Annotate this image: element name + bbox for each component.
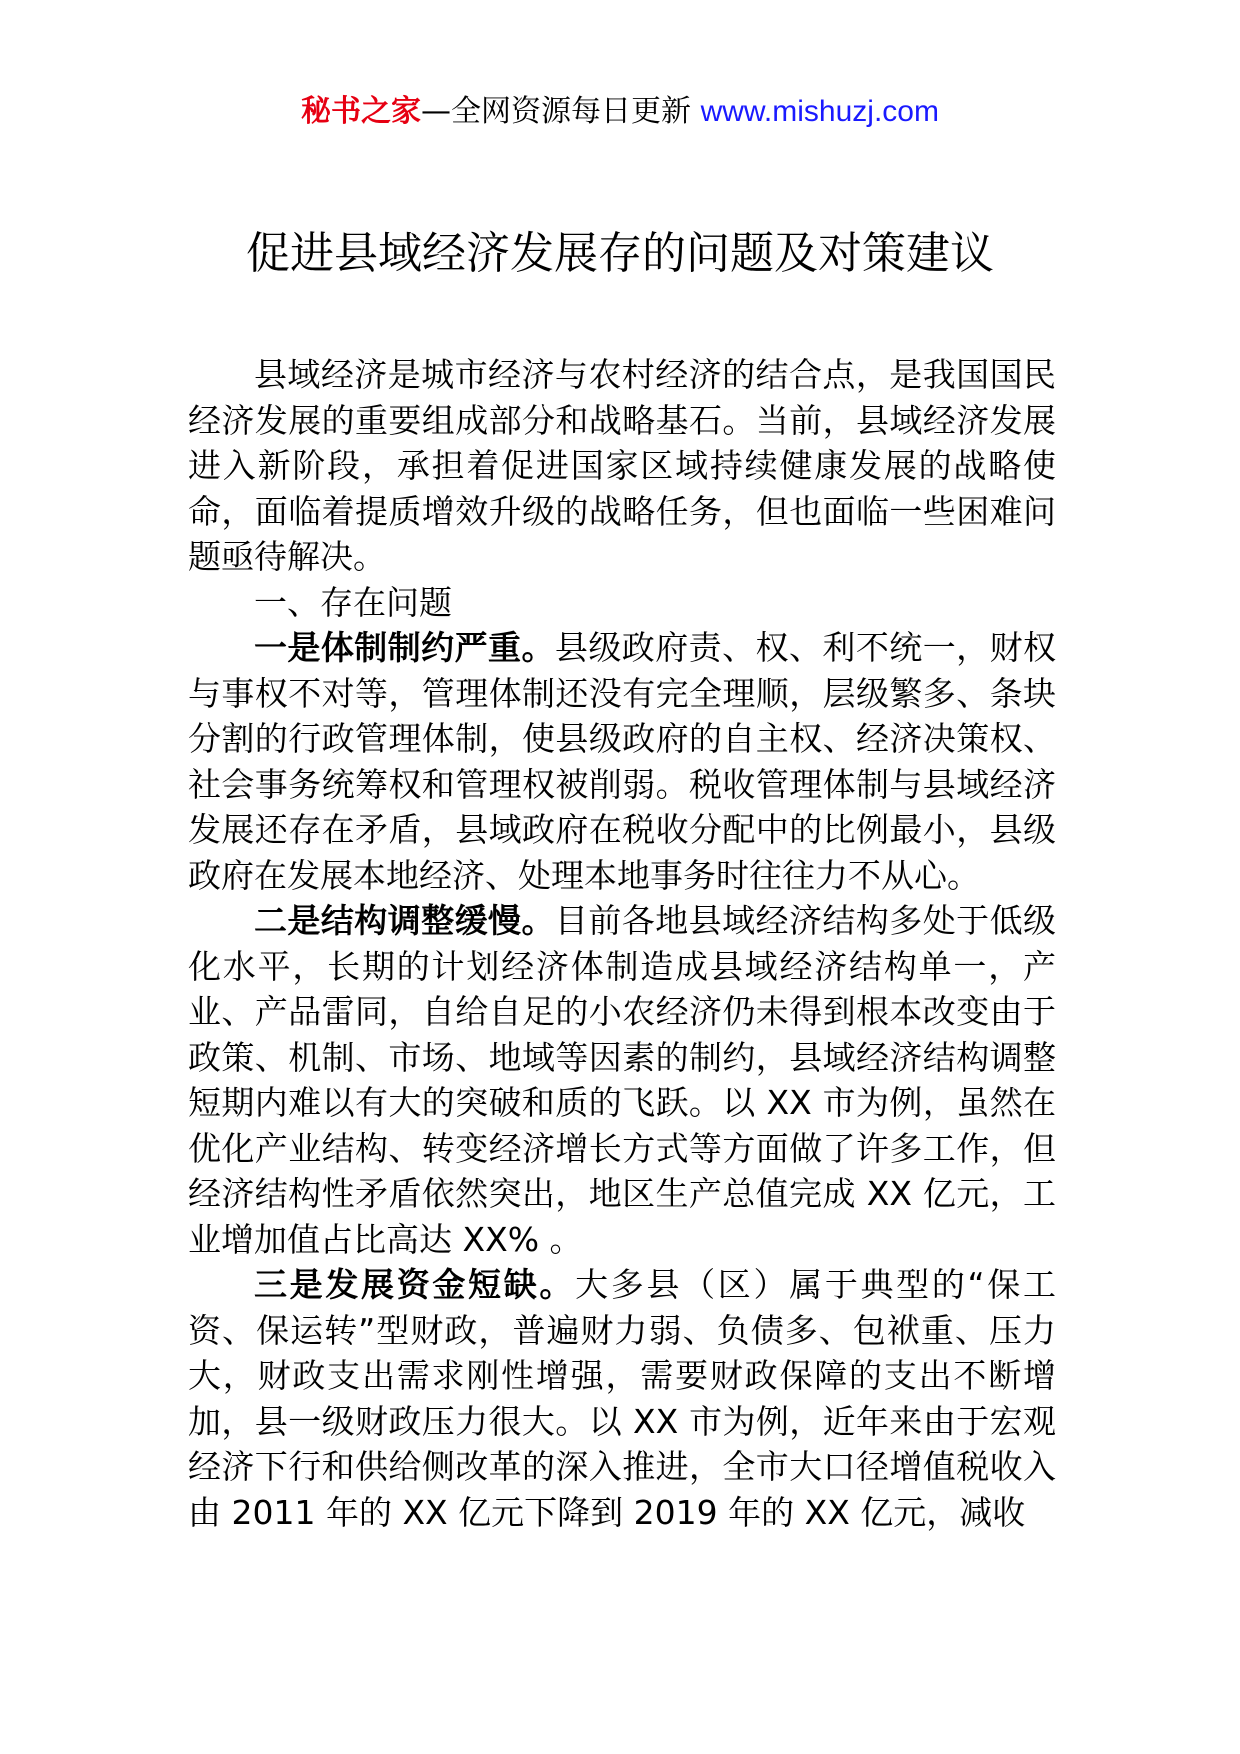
point-lead: 二是结构调整缓慢。 (254, 901, 555, 940)
document-body (188, 352, 1056, 1535)
brand-name: 秘书之家 (301, 94, 422, 129)
header-slogan: —全网资源每日更新 (421, 94, 701, 129)
point-paragraph (188, 898, 1056, 1262)
section-heading: 一、存在问题 (254, 582, 452, 622)
document-title: 促进县域经济发展存的问题及对策建议 (246, 228, 994, 279)
site-url[interactable]: www.mishuzj.com (700, 95, 939, 128)
point-text: 大多县（区）属于典型的“保工资、保运转”型财政，普遍财力弱、负债多、包袱重、压力大，财政支出需求刚性增强，需要财政保障的支出不断增加，县一级财政压力很大。以 XX 市为例，近年来由于宏观经济下行和供给侧改革的深入推进，全市大口径增值税收入由 2011 年的 XX 亿元下降到 2019 年的 XX 亿元，减收 (188, 1265, 1056, 1532)
point-text: 目前各地县域经济结构多处于低级化水平，长期的计划经济体制造成县域经济结构单一，产业、产品雷同，自给自足的小农经济仍未得到根本改变由于政策、机制、市场、地域等因素的制约，县域经济结构调整短期内难以有大的突破和质的飞跃。以 XX 市为例，虽然在优化产业结构、转变经济增长方式等方面做了许多工作，但经济结构性矛盾依然突出，地区生产总值完成 XX 亿元，工业增加值占比高达 XX% 。 (188, 901, 1057, 1259)
point-paragraph (188, 625, 1056, 898)
point-paragraph (188, 1262, 1056, 1535)
point-lead: 三是发展资金短缺。 (254, 1265, 576, 1304)
site-header (0, 92, 1240, 132)
point-text: 县级政府责、权、利不统一，财权与事权不对等，管理体制还没有完全理顺，层级繁多、条块分割的行政管理体制，使县级政府的自主权、经济决策权、社会事务统筹权和管理权被削弱。税收管理体制与县域经济发展还存在矛盾，县域政府在税收分配中的比例最小，县级政府在发展本地经济、处理本地事务时往往力不从心。 (188, 628, 1057, 895)
intro-paragraph: 县域经济是城市经济与农村经济的结合点，是我国国民经济发展的重要组成部分和战略基石。当前，县域经济发展进入新阶段，承担着促进国家区域持续健康发展的战略使命，面临着提质增效升级的战略任务，但也面临一些困难问题亟待解决。 (188, 355, 1056, 576)
point-lead: 一是体制制约严重。 (254, 628, 555, 667)
